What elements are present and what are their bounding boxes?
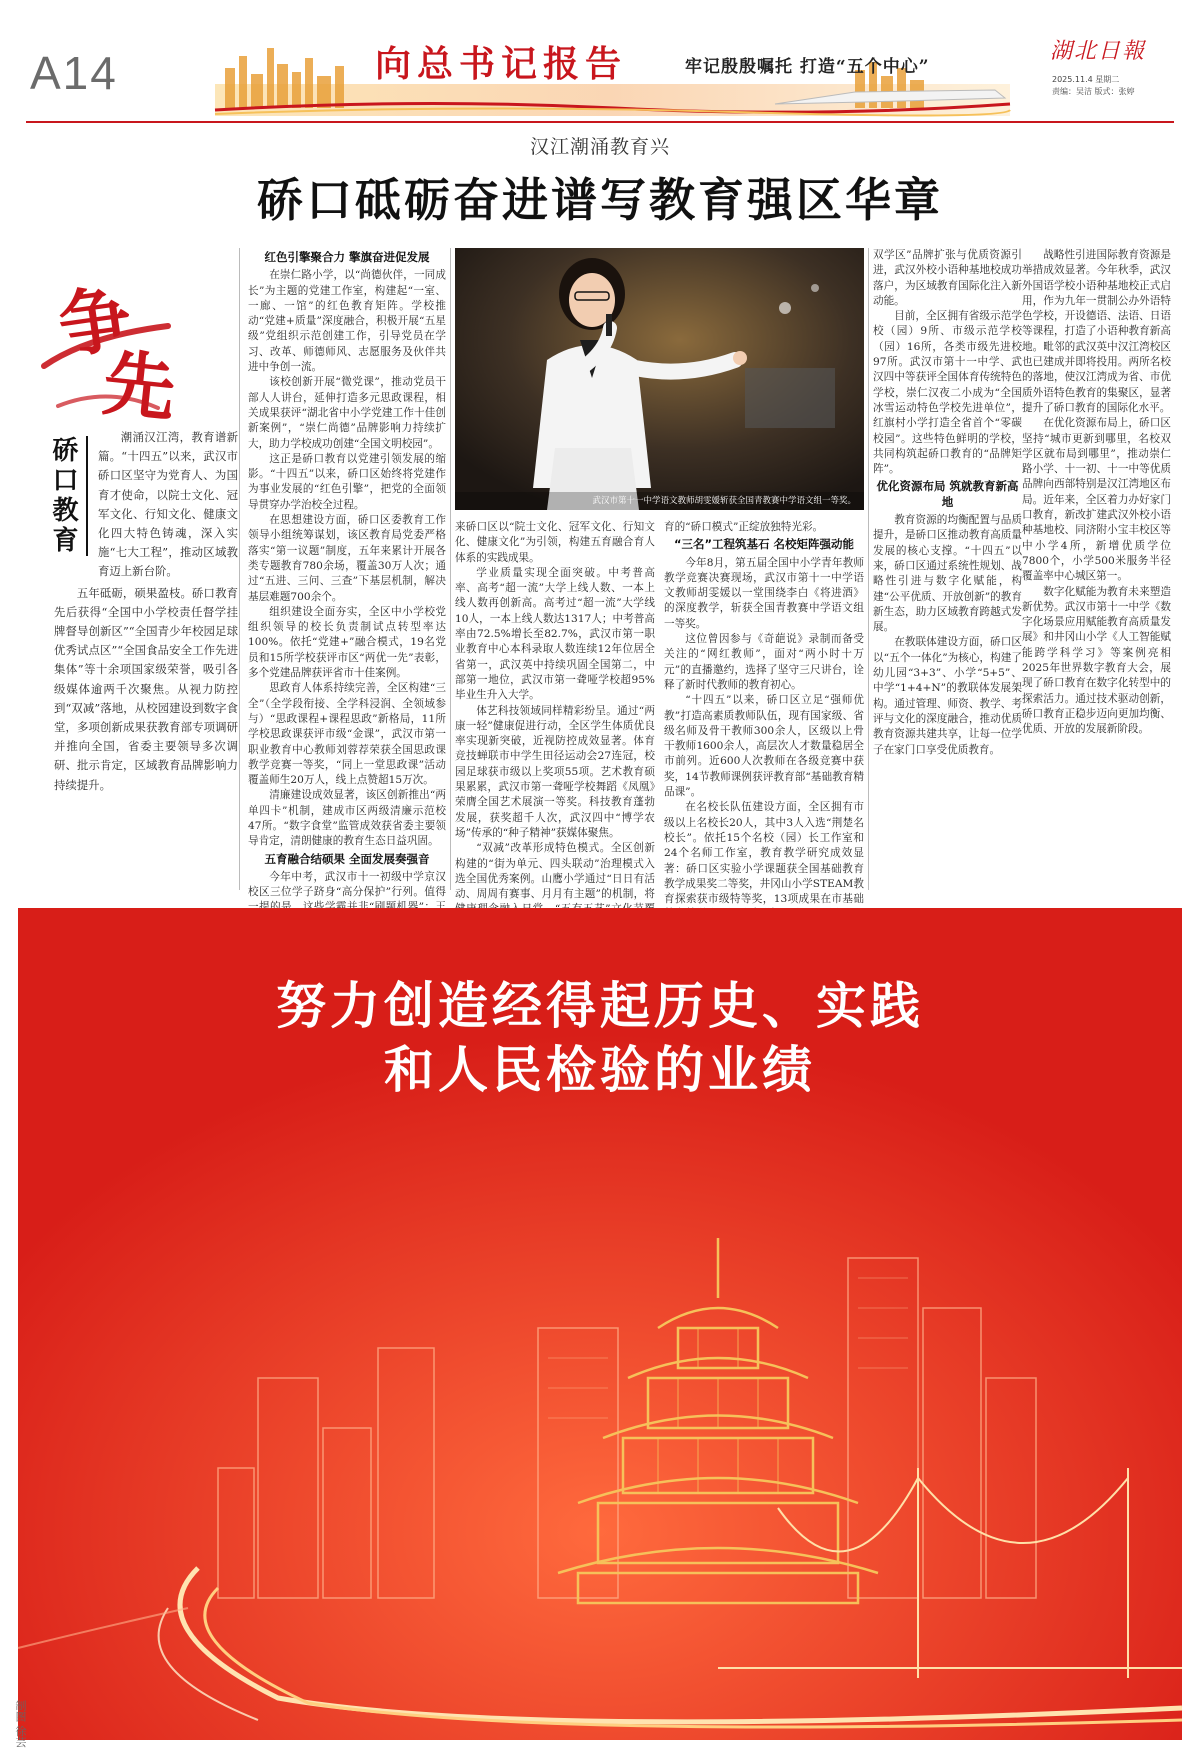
column-subtitle: 牢记殷殷嘱托 打造“五个中心” [685, 57, 930, 77]
body-paragraph: “十四五”以来，硚口区立足“强师优教”打造高素质教师队伍，现有国家级、省级名师及骨干教师300余人，区级以上骨干教师1600余人，高层次人才数量稳居全市前列。近600人次教师在各级竞赛中获奖，14节教师课例获评教育部“基础教育精品课”。 [664, 694, 864, 799]
body-paragraph: 在优化资源布局上，硚口区坚持“城市更新到哪里，名校双学区就布局到哪里”，推动崇仁路小学、十一初、十一中等优质品牌向西部特别是汉江湾地区布局。近年来，全区着力办好家门口教育，新改扩建武汉外校小语种基地校、同济附小宝丰校区等中小学4所，新增优质学位7800个，小学500米服务半径覆盖率中心城区第一。 [1022, 417, 1171, 583]
article-headline: 硚口砥砺奋进谱写教育强区华章 [257, 173, 943, 227]
photo-caption: 武汉市第十一中学语文教师胡雯媛斩获全国青教赛中学语文组一等奖。 [455, 492, 864, 510]
poster-slogan-line-1: 努力创造经得起历史、实践 [276, 976, 924, 1035]
sidebar-lead [26, 248, 240, 890]
article-column-3 [664, 520, 864, 906]
slogan-poster [18, 908, 1182, 1740]
page-header [0, 0, 1200, 120]
body-paragraph: 清廉建设成效显著，该区创新推出“两单四卡”机制，建成市区两级清廉示范校47所。“数字食堂”监管成效获省委主要领导肯定，清朗健康的教育生态日益巩固。 [248, 789, 446, 848]
section-heading: 优化资源布局 筑就教育新高地 [876, 479, 1019, 509]
body-paragraph: 今年中考，武汉市十一初级中学京汉校区三位学子跻身“高分保护”行列。值得 [248, 870, 446, 899]
body-paragraph: 组织建设全面夯实，全区中小学校党组织领导的校长负责制试点转型率达100%。依托“党建+”融合模式，19名党员和15所学校获评市区“两优一先”表彰，多个党建品牌获评省市十佳案例。 [248, 605, 446, 680]
article-column-4 [873, 248, 1171, 890]
body-paragraph: 战略性引进国际教育资源是举措成效显著。今年秋季，武汉外国语学校小语种基地校正式启用，作为九年一贯制公办外语特色学校，开设德语、法语、日语等课程，打造了小语种教育新高地。毗邻的武汉英中汉江湾校区也已建成并即将投用。两所名校的落地，使汉江湾成为省、市优质外语特色教育的集聚区，显著提升了硚口教育的国际化水平。 [1022, 249, 1171, 414]
column-banner [215, 28, 1010, 116]
issue-editors: 责编：吴洁 版式：张婷 [1052, 87, 1135, 96]
body-paragraph: 思政育人体系持续完善，全区构建“三全”（全学段衔接、全学科浸润、全领域参与）“思政课程+课程思政”新格局，11所学校思政课获评市级“金课”，武汉市第一职业教育中心教师刘蓉荐荣获全国思政课教学竞赛一等奖，“同上一堂思政课”活动覆盖师生20万人，线上点赞超15万次。 [248, 682, 446, 787]
header-divider [26, 121, 1174, 123]
column-title: 向总书记报告 [375, 43, 628, 85]
body-paragraph: 体艺科技领域同样精彩纷呈。通过“两康一轻”健康促进行动，全区学生体质优良率实现新突破，近视防控成效显著。体育竞技蝉联市中学生田径运动会27连冠，校园足球获市级以上奖项55项。艺术教育硕果累累，武汉市第一聋哑学校舞蹈《凤凰》荣膺全国艺术展演一等奖。科技教育蓬勃发展，获奖超千人次，武汉四中“博学农场”传承的“种子精神”获媒体聚焦。 [455, 704, 655, 839]
graphic-credit: 制图 徐芸 [14, 1700, 27, 1748]
sidebar-lead-text [54, 428, 238, 795]
calligraphy-stamp [30, 262, 180, 432]
article-kicker: 汉江潮涌教育兴 [529, 136, 670, 158]
article-column-1 [248, 248, 446, 899]
sidebar-paragraph: 五年砥砺，硕果盈枝。硚口教育先后获得“全国中小学校责任督学挂牌督导创新区”“全国青少年校园足球优秀试点区”“全国食品安全工作先进集体”等十余项国家级荣誉，吸引各级媒体逾两千次聚焦。从视力防控到“双减”落地，从校园建设到数字食堂，多项创新成果获教育部专项调研并推向全国，省委主要领导多次调研、批示肯定，区域教育品牌影响力持续提升。 [54, 585, 238, 792]
teacher-speaking-photo [455, 248, 864, 510]
section-heading: “三名”工程筑基石 名校矩阵强动能 [673, 537, 855, 552]
section-heading: 红色引擎聚合力 擎旗奋进促发展 [264, 250, 430, 264]
body-paragraph: 在崇仁路小学，以“尚德伙伴，一同成长”为主题的党建工作室，构建起“一室、一廊、一馆”的红色教育矩阵。学校推动“党建+质量”深度融合，积极开展“五星级”党组织示范创建工作，引导党员在学习、改革、师德师风、志愿服务及伙伴共进中争创一流。 [248, 269, 446, 374]
stamp-character-2: 先 [99, 339, 180, 432]
article-column-2 [455, 520, 655, 901]
stamp-character-1: 争 [53, 274, 137, 369]
sidebar-paragraph: 潮涌汉江湾，教育谱新篇。“十四五”以来，武汉市硚口区坚守为党育人、为国育才使命，以院士文化、冠军文化、行知文化、健康文化四大特色铸魂，深入实施“七大工程”，推动区域教育迈上新台阶。 [98, 430, 238, 579]
body-paragraph: 在名校长队伍建设方面，全区拥有市级以上名校长20人，其中3人入选“荆楚名校长”。依托15个名校（园）长工作室和24个名师工作室，教育教学研究成效显著：硚口区实验小学课题获全国基础教育教学成果奖二等奖，井冈山小学STEAM教育探索获市级特等奖，13项成果在市基础 [664, 801, 864, 906]
issue-date: 2025.11.4 星期二 [1052, 75, 1120, 84]
body-paragraph: 学业质量实现全面突破。中考普高率、高考“超一流”大学上线人数、一本上线人数再创新高。高考过“超一流”大学线10人，一本上线人数达1317人；中考普高率由72.5%增长至82.7%，武汉市第一职业教育中心本科录取人数连续12年位居全省第一，武汉英中持续巩固全国第二，中部第一地位，武汉市第一聋哑学校超95%毕业生升入大学。 [455, 566, 655, 702]
body-paragraph: 今年8月，第五届全国中小学青年教师教学竞赛决赛现场，武汉市第十一中学语文教师胡雯媛以一堂围绕李白《将进酒》的深度教学，斩获全国青教赛中学语文组一等奖。 [664, 556, 864, 630]
body-paragraph: 在思想建设方面，硚口区委教育工作领导小组统筹谋划，该区教育局党委严格落实“第一议题”制度，五年来累计开展各类专题教育780余场，覆盖30万人次；通过“五进、三问、三查”下基层机制，解决基层难题700余个。 [248, 514, 446, 603]
body-paragraph: “双减”改革形成特色模式。全区创新构建的“街为单元、四头联动”治理模式入选全国优秀案例。山鹰小学通过“日日有活动、周周有赛事、月月有主题”的机制，将 [455, 842, 655, 901]
newspaper-masthead: 湖北日報 [1050, 39, 1147, 64]
sidebar-vertical-title: 硚口教育 [54, 436, 88, 556]
body-paragraph: 这位曾因参与《奇葩说》录制而备受关注的“网红教师”，面对“两小时十万元”的直播邀约，选择了坚守三尺讲台，诠释了新时代教师的教育初心。 [664, 633, 864, 691]
poster-slogan-line-2: 和人民检验的业绩 [384, 1040, 816, 1099]
body-paragraph: 双学区”品牌扩张与优质资源引进，武汉外校小语种基地校成功落户，为区域教育国际化注入新动能。 [873, 249, 1022, 307]
article-photo [455, 248, 864, 510]
body-paragraph: 该校创新开展“微党课”，推动党员干部人人讲台，延伸打造多元思政课程，相关成果获评“湖北省中小学党建工作十佳创新案例”，“崇仁尚德”品牌影响力持续扩大，助力学校成功创建“全国文明校园”。 [248, 376, 446, 450]
body-paragraph: 在教联体建设方面，硚口区以“五个一体化”为核心，构建了幼儿园“3+3”、小学“5+5”、中学“1+4+N”的教联体发展架构。通过管理、师资、教学、考评与文化的深度融合，推动优质教育资源共建共享，让每一位学子在家门口享受优质教育。 [873, 636, 1022, 756]
section-heading: 五育融合结硕果 全面发展奏强音 [264, 851, 430, 866]
body-paragraph: 数字化赋能为教育未来塑造新优势。武汉市第十一中学《数字化场景应用赋能教育高质量发展》和井冈山小学《人工智能赋能跨学科学习》等案例亮相2025年世界数字教育大会，展现了硚口教育在数字化转型中的探索活力。通过技术驱动创新，硚口教育正稳步迈向更加均衡、优质、开放的发展新阶段。 [1022, 585, 1171, 736]
page-number: A14 [30, 47, 118, 99]
body-paragraph: 教育资源的均衡配置与品质提升，是硚口区推动教育高质量发展的核心支撑。“十四五”以来，硚口区通过系统性规划、战略性引进与数字化赋能，构建“公平优质、开放创新”的教育新生态，助力区域教育跨越式发展。 [873, 514, 1022, 634]
column-divider [868, 248, 869, 890]
column-divider [450, 248, 451, 890]
body-paragraph: 这正是硚口教育以党建引领发展的缩影。“十四五”以来，硚口区始终将党建作为事业发展的“红色引擎”，把党的全面领导贯穿办学治校全过程。 [248, 452, 446, 511]
body-paragraph: 来硚口区以“院士文化、冠军文化、行知文化、健康文化”为引领，构建五育融合育人体系的实践成果。 [455, 521, 655, 564]
body-paragraph: 育的“硚口模式”正绽放独特光彩。 [664, 521, 824, 533]
body-paragraph: 目前，全区拥有省级示范学校（园）9所、市级示范学校（园）16所，各类市级先进校97所。武汉市第十一中学、武汉四中等获评全国体育传统特色学校，崇仁汉夜二小成为“全国冰雪运动特色学校先进单位”，红旗村小学打造全省首个“零碳校园”。这些特色鲜明的学校，共同构筑起硚口教育的“品牌矩阵”。 [873, 310, 1022, 476]
